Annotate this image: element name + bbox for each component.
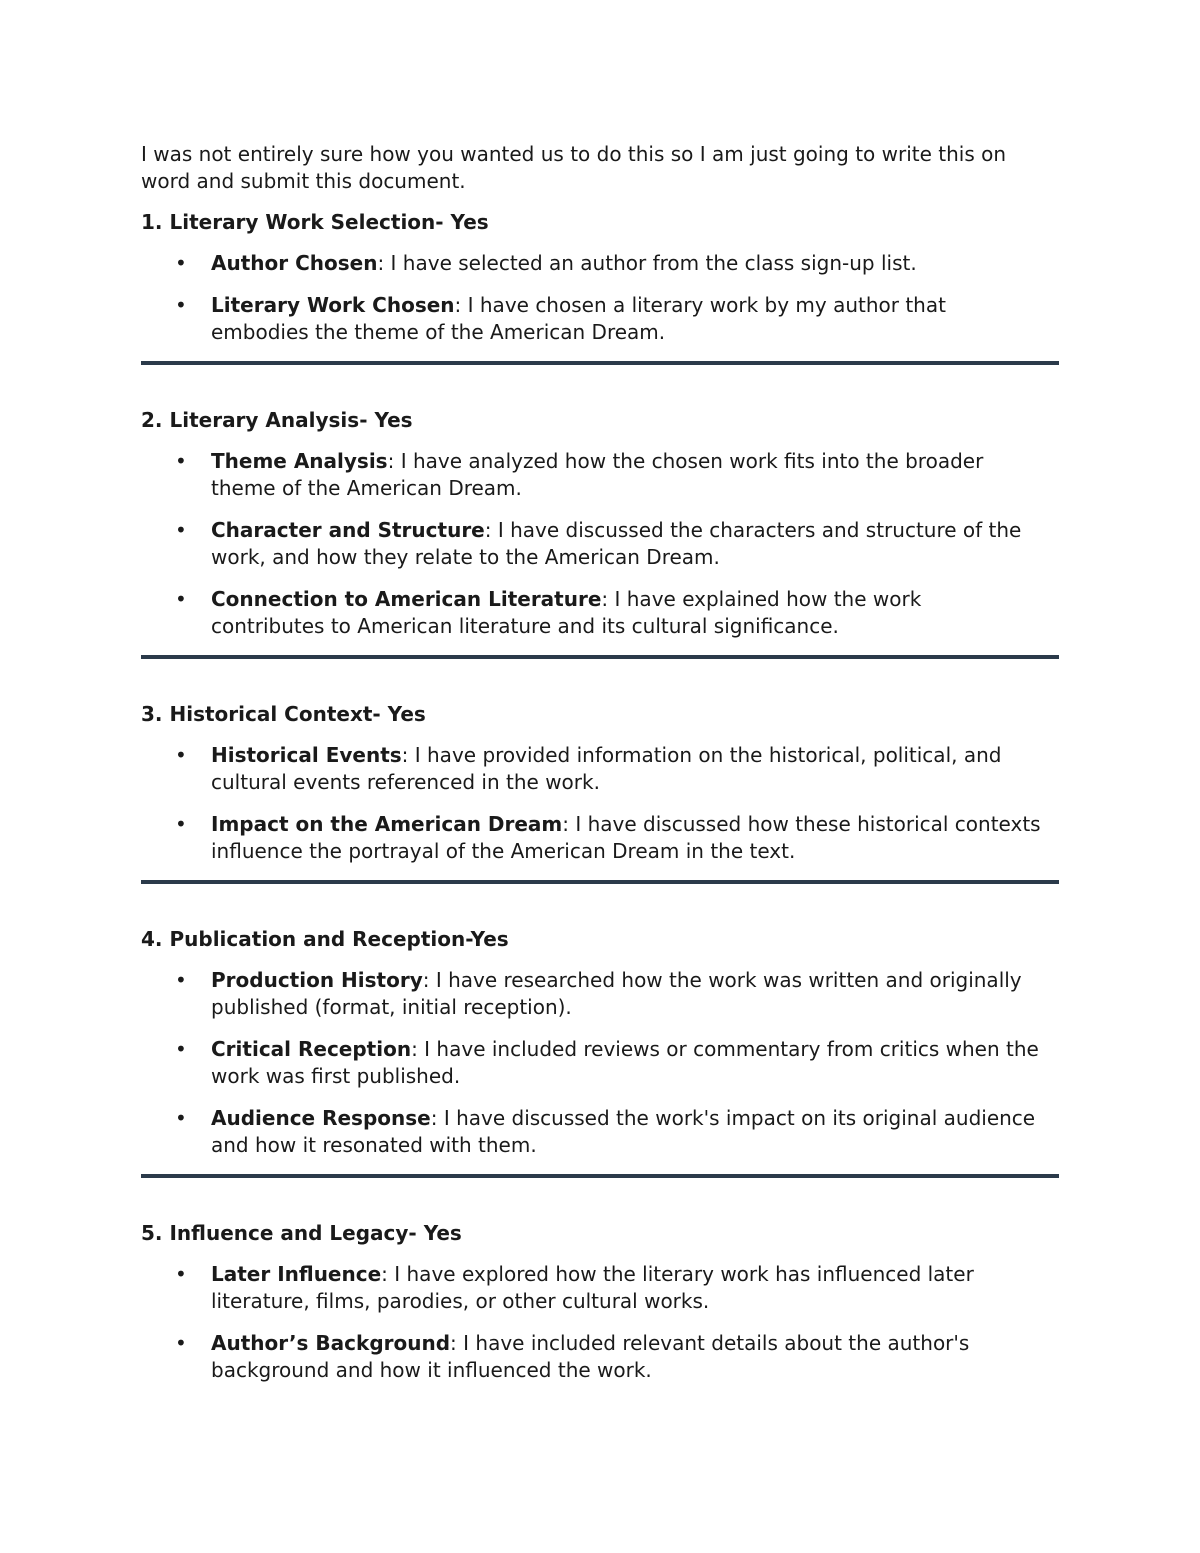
list-item (141, 967, 1041, 1021)
item-text: : I have discussed the characters and structure of the work, and how they relate to the American Dream. (211, 518, 1022, 569)
section-title: 3. Historical Context- Yes (141, 702, 426, 726)
item-term: Impact on the American Dream (211, 812, 563, 836)
section-divider (141, 880, 1059, 884)
list-item (141, 517, 1041, 571)
bullet-icon: • (175, 743, 187, 767)
item-text: : I have explored how the literary work has influenced later literature, films, parodies, or other cultural works. (211, 1262, 974, 1313)
section-divider (141, 655, 1059, 659)
bullet-icon: • (175, 251, 187, 275)
item-term: Theme Analysis (211, 449, 388, 473)
bullet-icon: • (175, 1106, 187, 1130)
section-publication-and-reception (141, 926, 1059, 1159)
section-title: 4. Publication and Reception-Yes (141, 927, 509, 951)
item-term: Critical Reception (211, 1037, 412, 1061)
list-item (141, 250, 1041, 277)
bullet-icon: • (175, 1262, 187, 1286)
bullet-icon: • (175, 1331, 187, 1355)
item-text: : I have selected an author from the class sign-up list. (377, 251, 917, 275)
item-term: Connection to American Literature (211, 587, 602, 611)
checklist (141, 448, 1059, 640)
bullet-icon: • (175, 968, 187, 992)
item-term: Audience Response (211, 1106, 431, 1130)
section-literary-analysis (141, 407, 1059, 640)
bullet-icon: • (175, 812, 187, 836)
bullet-icon: • (175, 449, 187, 473)
bullet-icon: • (175, 518, 187, 542)
section-divider (141, 1174, 1059, 1178)
checklist (141, 1261, 1059, 1384)
section-influence-and-legacy (141, 1220, 1059, 1384)
item-text: : I have included relevant details about the author's background and how it influenced the work. (211, 1331, 970, 1382)
list-item (141, 448, 1041, 502)
section-title: 2. Literary Analysis- Yes (141, 408, 413, 432)
item-text: : I have chosen a literary work by my author that embodies the theme of the American Dream. (211, 293, 946, 344)
bullet-icon: • (175, 587, 187, 611)
list-item (141, 586, 1041, 640)
section-title: 1. Literary Work Selection- Yes (141, 210, 489, 234)
item-term: Author Chosen (211, 251, 378, 275)
document-page (141, 141, 1059, 1399)
list-item (141, 292, 1041, 346)
list-item (141, 1261, 1041, 1315)
list-item (141, 1330, 1041, 1384)
item-term: Character and Structure (211, 518, 485, 542)
item-term: Production History (211, 968, 423, 992)
list-item (141, 1036, 1041, 1090)
item-term: Historical Events (211, 743, 402, 767)
item-text: : I have provided information on the historical, political, and cultural events referenced in the work. (211, 743, 1002, 794)
item-text: : I have explained how the work contributes to American literature and its cultural significance. (211, 587, 922, 638)
item-text: : I have included reviews or commentary from critics when the work was first published. (211, 1037, 1039, 1088)
section-divider (141, 361, 1059, 365)
item-text: : I have discussed the work's impact on its original audience and how it resonated with them. (211, 1106, 1036, 1157)
section-historical-context (141, 701, 1059, 865)
item-term: Later Influence (211, 1262, 382, 1286)
item-text: : I have researched how the work was written and originally published (format, initial reception). (211, 968, 1022, 1019)
item-text: : I have discussed how these historical contexts influence the portrayal of the American Dream in the text. (211, 812, 1041, 863)
item-term: Literary Work Chosen (211, 293, 455, 317)
item-text: : I have analyzed how the chosen work fits into the broader theme of the American Dream. (211, 449, 984, 500)
item-term: Author’s Background (211, 1331, 451, 1355)
list-item (141, 1105, 1041, 1159)
checklist (141, 250, 1059, 346)
checklist (141, 967, 1059, 1159)
bullet-icon: • (175, 1037, 187, 1061)
list-item (141, 742, 1041, 796)
intro-paragraph: I was not entirely sure how you wanted us to do this so I am just going to write this on word and submit this document. (141, 142, 1007, 193)
bullet-icon: • (175, 293, 187, 317)
checklist (141, 742, 1059, 865)
list-item (141, 811, 1041, 865)
section-literary-work-selection (141, 209, 1059, 346)
section-title: 5. Influence and Legacy- Yes (141, 1221, 462, 1245)
